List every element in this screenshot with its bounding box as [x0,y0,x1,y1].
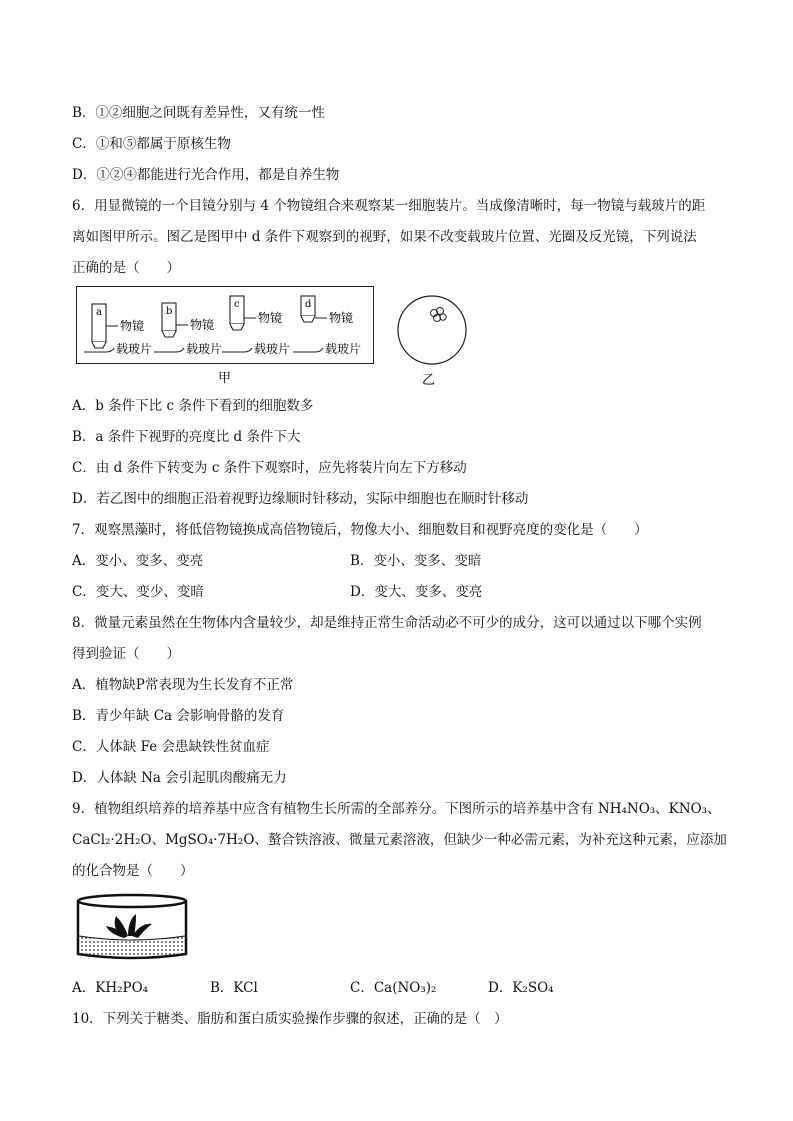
objective-c [222,296,290,356]
caption-jia: 甲 [218,371,232,386]
q7-option-c: C．变大、变少、变暗 [72,584,204,600]
plant-tissue [106,914,152,938]
q7-option-d: D．变大、变多、变亮 [350,584,483,600]
objective-letter: c [234,299,240,310]
caption-yi: 乙 [422,373,436,388]
objective-letter: b [166,306,173,317]
objective-letter: d [305,299,312,310]
q5-option-c: C．①和⑤都属于原核生物 [72,136,231,152]
slide-label: 载玻片 [325,342,362,356]
q9-option-d: D．K₂SO₄ [488,980,554,996]
q10-stem: 10．下列关于糖类、脂肪和蛋白质实验操作步骤的叙述，正确的是（ ） [72,1011,508,1027]
objective-b [154,303,222,356]
q5-option-b: B．①②细胞之间既有差异性，又有统一性 [72,105,325,121]
objective-label: 物镜 [258,311,283,325]
q8-option-a: A．植物缺P常表现为生长发育不正常 [72,677,294,693]
culture-medium [79,936,185,957]
q6-option-c: C．由 d 条件下转变为 c 条件下观察时，应先将装片向左下方移动 [72,460,467,476]
q6-stem-line-1: 6．用显微镜的一个目镜分别与 4 个物镜组合来观察某一细胞装片。当成像清晰时，每一物镜与载玻片的距 [72,198,706,214]
q8-option-d: D．人体缺 Na 会引起肌肉酸痛无力 [72,770,287,786]
objective-label: 物镜 [329,311,354,325]
q9-option-b: B．KCl [210,980,258,996]
microscope-figure [0,0,793,400]
slide-label: 载玻片 [254,342,291,356]
q8-stem-line-2: 得到验证（ ） [72,646,180,662]
q7-stem: 7．观察黑藻时，将低倍物镜换成高倍物镜后，物像大小、细胞数目和视野亮度的变化是（ ） [72,522,648,538]
q9-stem-line-3: 的化合物是（ ） [72,863,194,879]
q8-option-c: C．人体缺 Fe 会患缺铁性贫血症 [72,739,270,755]
q6-option-a: A．b 条件下比 c 条件下看到的细胞数多 [72,398,314,414]
slide-label: 载玻片 [116,342,153,356]
culture-dish-illustration [72,892,192,964]
objective-label: 物镜 [120,319,145,333]
q6-stem-line-2: 离如图甲所示。图乙是图甲中 d 条件下观察到的视野，如果不改变载玻片位置、光圈及反光镜，下列说法 [72,229,697,245]
q9-stem-line-2: CaCl₂·2H₂O、MgSO₄·7H₂O、螯合铁溶液、微量元素溶液，但缺少一种必需元素，为补充这种元素，应添加 [72,832,727,848]
objective-label: 物镜 [190,318,215,332]
q9-stem-line-1: 9．植物组织培养的培养基中应含有植物生长所需的全部养分。下图所示的培养基中含有 NH₄NO₃、KNO₃、 [72,801,721,817]
objective-d [293,296,361,356]
q6-option-b: B．a 条件下视野的亮度比 d 条件下大 [72,429,301,445]
objective-letter: a [96,307,102,318]
q9-option-c: C．Ca(NO₃)₂ [350,980,437,996]
objective-a [84,304,152,356]
q8-option-b: B．青少年缺 Ca 会影响骨骼的发育 [72,708,285,724]
q5-option-d: D．①②④都能进行光合作用，都是自养生物 [72,167,340,183]
dish-lid [78,895,186,907]
q6-stem-line-3: 正确的是（ ） [72,260,180,276]
slide-label: 载玻片 [186,342,223,356]
field-of-view-circle [398,296,466,364]
q8-stem-line-1: 8．微量元素虽然在生物体内含量较少，却是维持正常生命活动必不可少的成分，这可以通过以下哪个实例 [72,615,702,631]
cell-cluster [431,308,447,322]
q9-option-a: A．KH₂PO₄ [72,980,149,996]
q7-option-b: B．变小、变多、变暗 [350,553,482,569]
q6-option-d: D．若乙图中的细胞正沿着视野边缘顺时针移动，实际中细胞也在顺时针移动 [72,491,529,507]
q7-option-a: A．变小、变多、变亮 [72,553,204,569]
